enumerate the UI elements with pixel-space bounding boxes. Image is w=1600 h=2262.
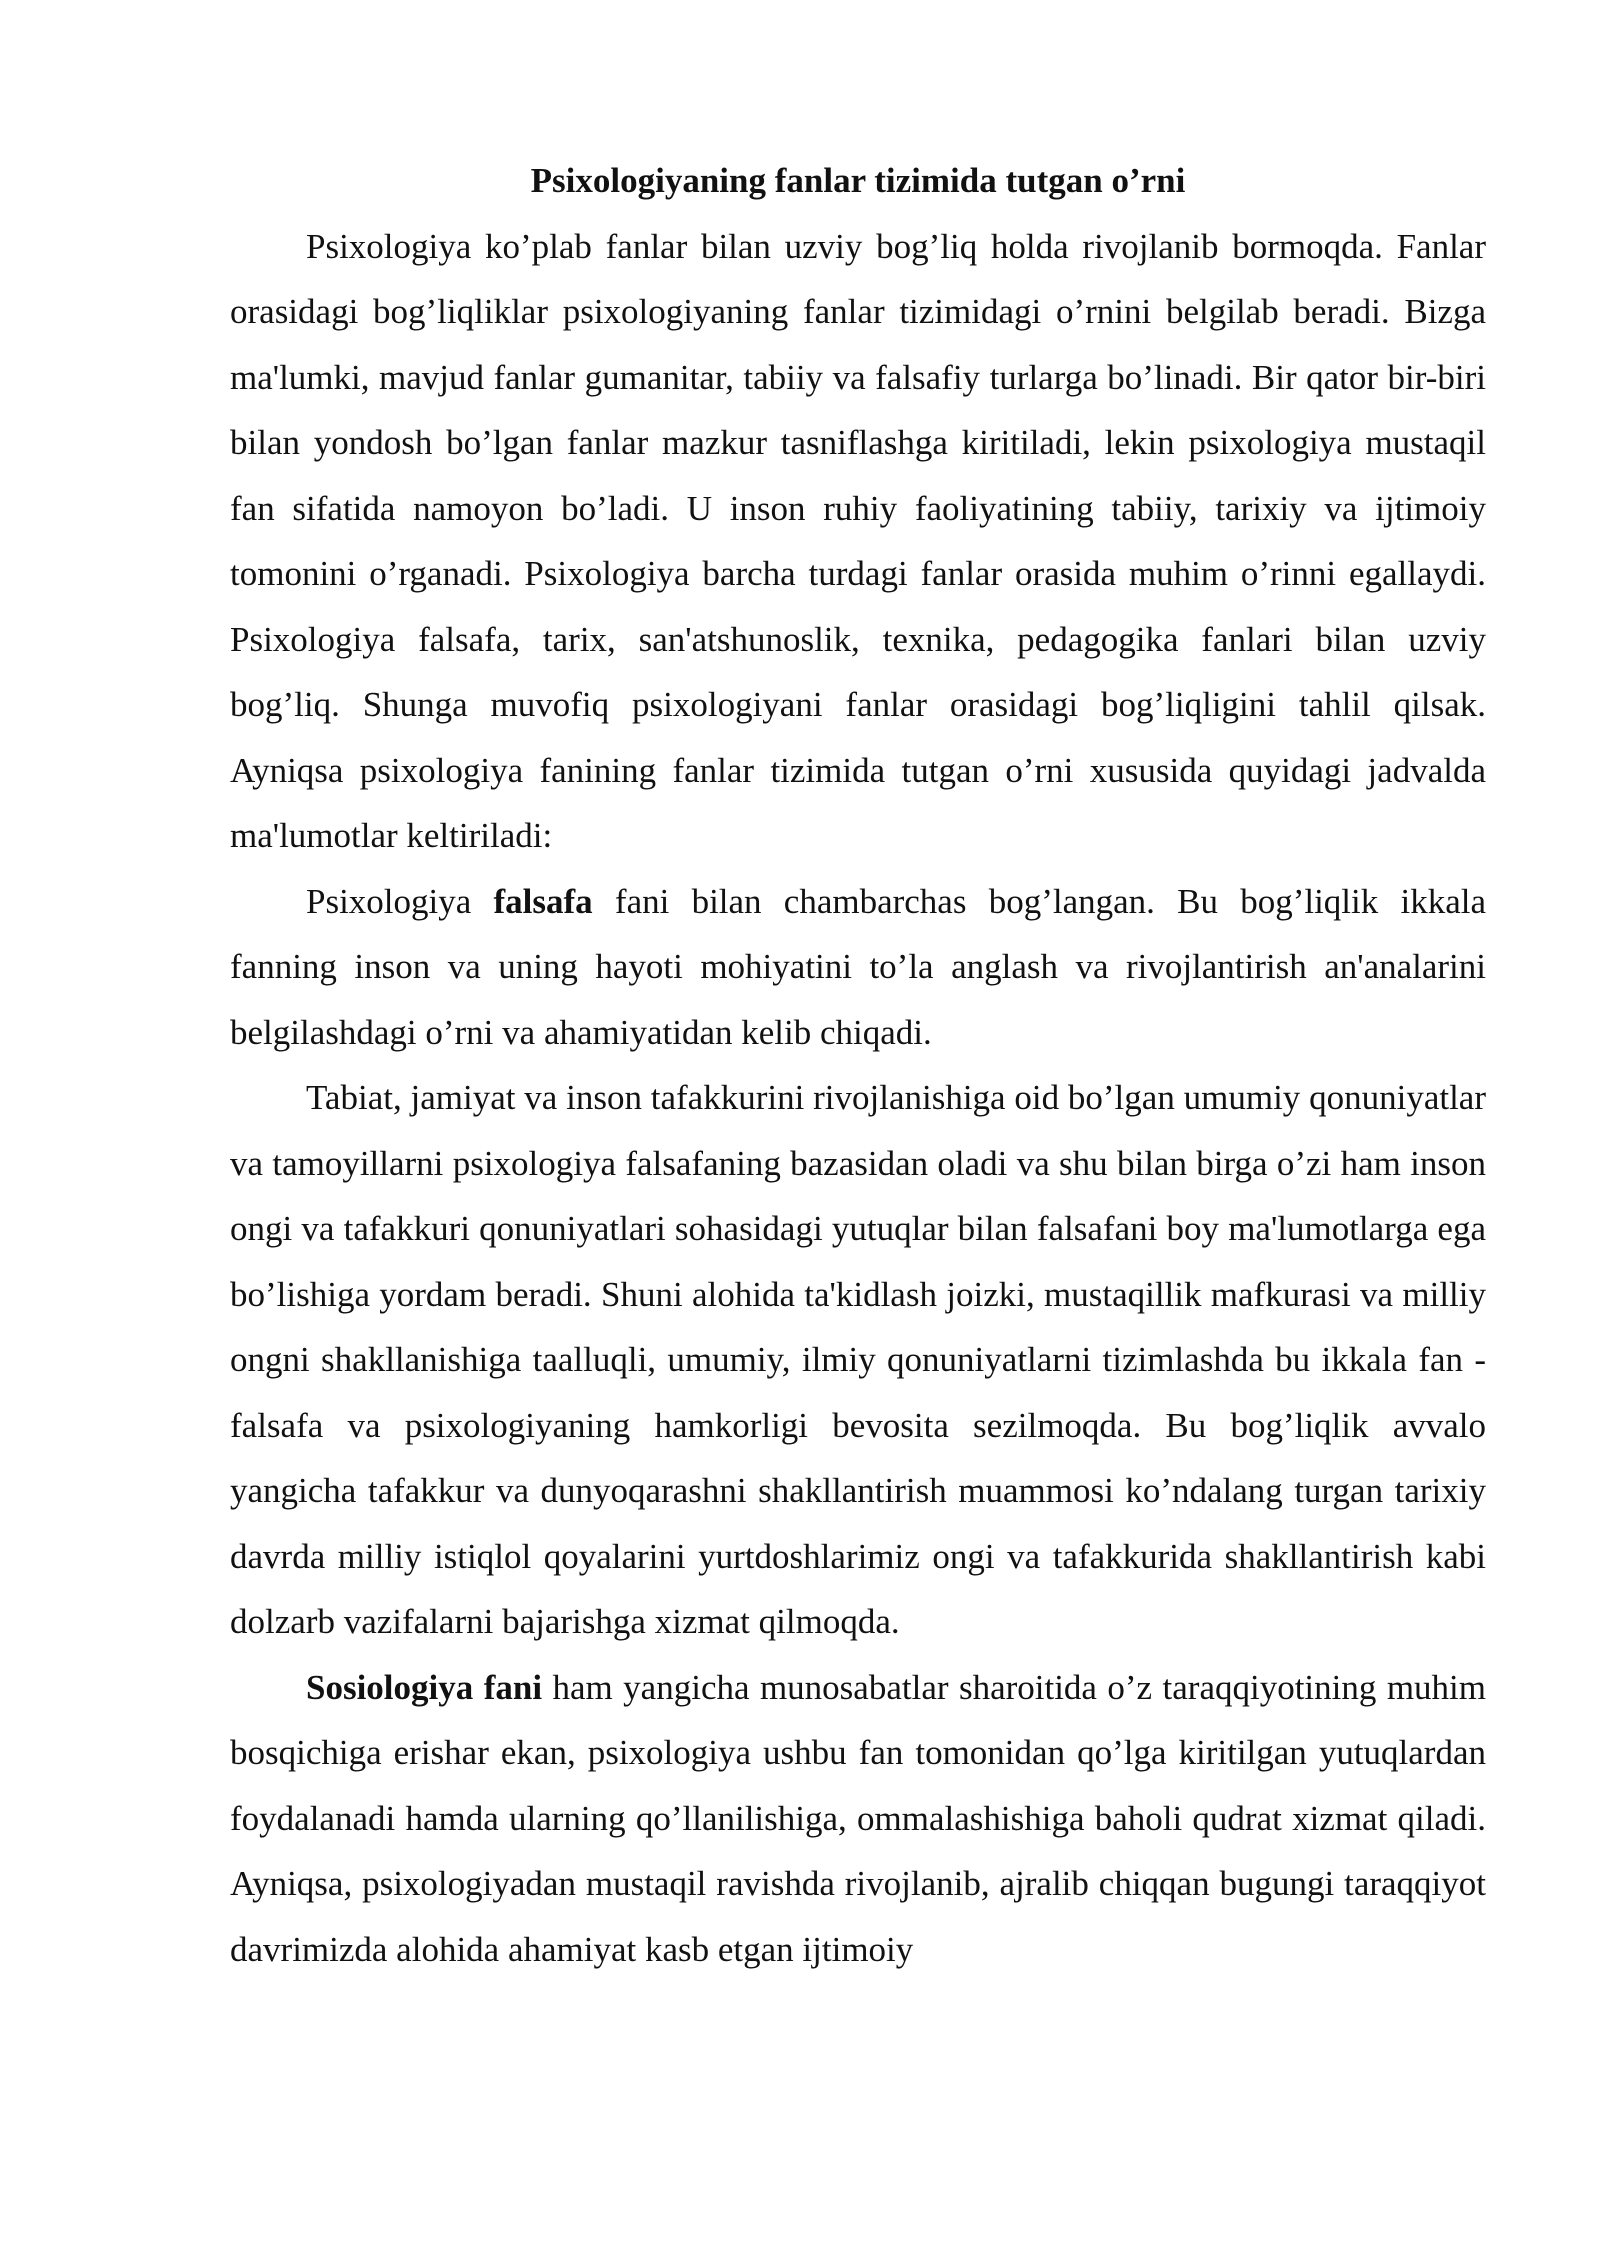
document-title: Psixologiyaning fanlar tizimida tutgan o’rni — [530, 161, 1186, 200]
paragraph-sosiologiya-rest: ham yangicha munosabatlar sharoitida o’z taraqqiyotining muhim bosqichiga erishar ekan, psixologiya ushbu fan tomonidan qo’lga kiritilgan yutuqlardan foydalanadi hamda ularning qo’llanilishiga, ommalashishiga baholi qudrat xizmat qiladi. Ayniqsa, psixologiyadan mustaqil ravishda rivojlanib, ajralib chiqqan bugungi taraqqiyot davrimizda alohida ahamiyat kasb etgan ijtimoiy — [230, 1667, 1486, 1969]
paragraph-falsafa-bold-term: falsafa — [493, 881, 593, 921]
paragraph-falsafa-lead: Psixologiya — [306, 881, 494, 921]
paragraph-sosiologiya-bold-term: Sosiologiya fani — [306, 1667, 543, 1707]
paragraph-sosiologiya — [230, 1655, 1486, 1983]
paragraph-intro: Psixologiya ko’plab fanlar bilan uzviy bog’liq holda rivojlanib bormoqda. Fanlar orasidagi bog’liqliklar psixologiyaning fanlar tizimidagi o’rnini belgilab beradi. Bizga ma'lumki, mavjud fanlar gumanitar, tabiiy va falsafiy turlarga bo’linadi. Bir qator bir-biri bilan yondosh bo’lgan fanlar mazkur tasniflashga kiritiladi, lekin psixologiya mustaqil fan sifatida namoyon bo’ladi. U inson ruhiy faoliyatining tabiiy, tarixiy va ijtimoiy tomonini o’rganadi. Psixologiya barcha turdagi fanlar orasida muhim o’rinni egallaydi. Psixologiya falsafa, tarix, san'atshunoslik, texnika, pedagogika fanlari bilan uzviy bog’liq. Shunga muvofiq psixologiyani fanlar orasidagi bog’liqligini tahlil qilsak. Ayniqsa psixologiya fanining fanlar tizimida tutgan o’rni xususida quyidagi jadvalda ma'lumotlar keltiriladi: — [230, 226, 1486, 855]
document-page — [230, 148, 1486, 1982]
paragraph-falsafa-rest: fani bilan chambarchas bog’langan. Bu bog’liqlik ikkala fanning inson va uning hayoti mohiyatini to’la anglash va rivojlantirish an'analarini belgilashdagi o’rni va ahamiyatidan kelib chiqadi. — [230, 881, 1486, 1052]
paragraph-tabiat: Tabiat, jamiyat va inson tafakkurini rivojlanishiga oid bo’lgan umumiy qonuniyatlar va tamoyillarni psixologiya falsafaning bazasidan oladi va shu bilan birga o’zi ham inson ongi va tafakkuri qonuniyatlari sohasidagi yutuqlar bilan falsafani boy ma'lumotlarga ega bo’lishiga yordam beradi. Shuni alohida ta'kidlash joizki, mustaqillik mafkurasi va milliy ongni shakllanishiga taalluqli, umumiy, ilmiy qonuniyatlarni tizimlashda bu ikkala fan - falsafa va psixologiyaning hamkorligi bevosita sezilmoqda. Bu bog’liqlik avvalo yangicha tafakkur va dunyoqarashni shakllantirish muammosi ko’ndalang turgan tarixiy davrda milliy istiqlol qoyalarini yurtdoshlarimiz ongi va tafakkurida shakllantirish kabi dolzarb vazifalarni bajarishga xizmat qilmoqda. — [230, 1078, 1486, 1641]
paragraph-falsafa — [230, 869, 1486, 1066]
